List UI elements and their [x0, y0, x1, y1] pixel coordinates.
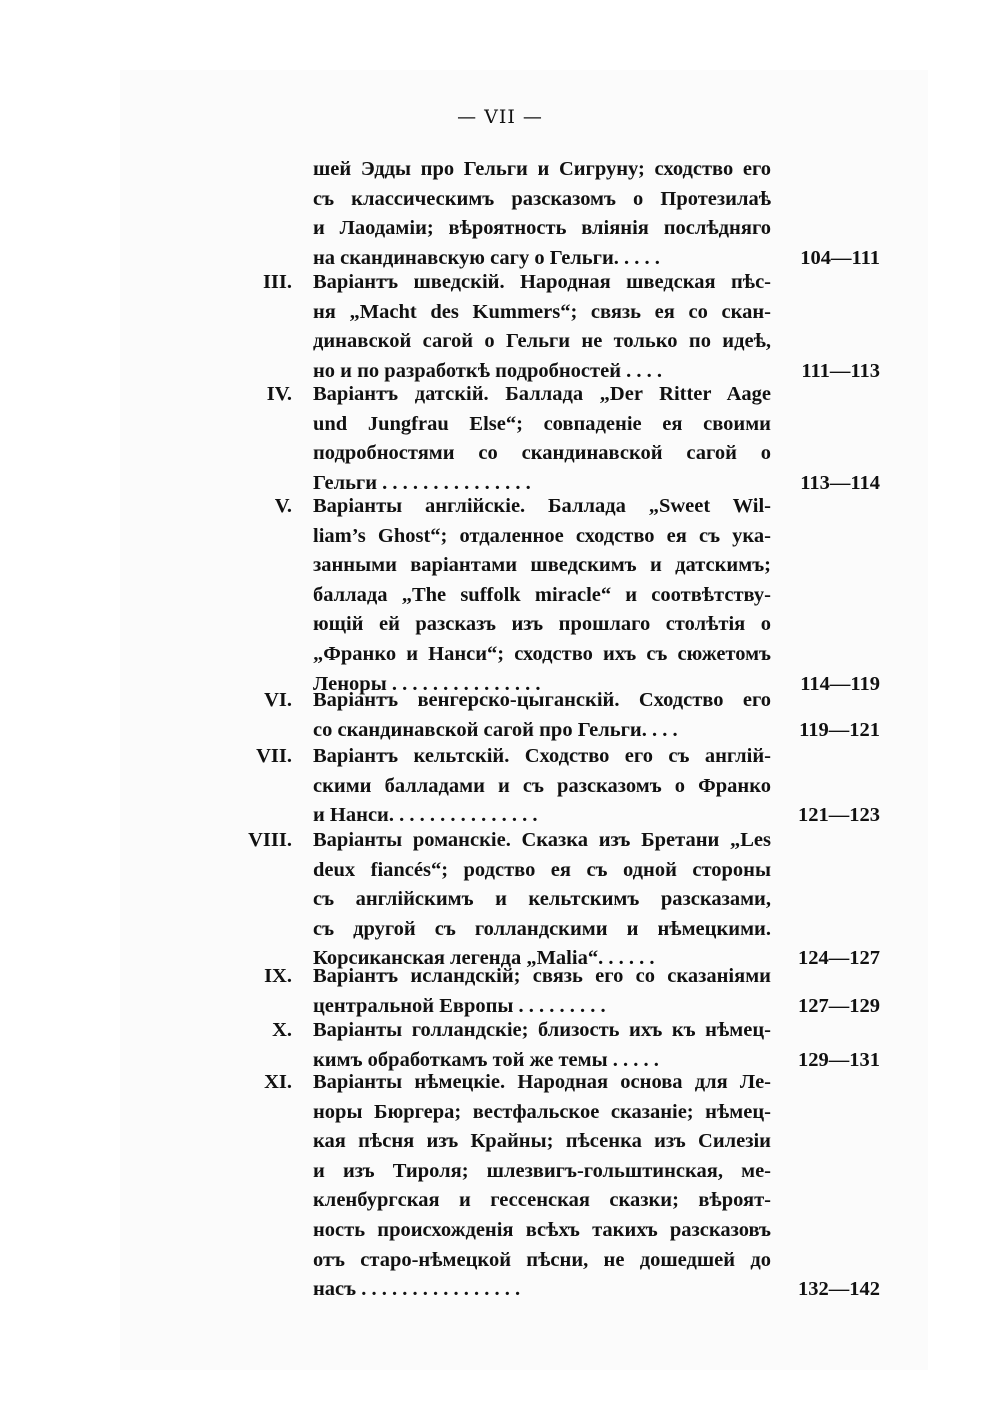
toc-entry: [230, 380, 890, 498]
entry-text: ня „Macht des Kummers“; связь ея со скан-: [313, 300, 771, 323]
entry-line: [230, 327, 890, 357]
toc-entry: [230, 742, 890, 831]
toc-entry: [230, 268, 890, 386]
entry-line: [230, 716, 890, 746]
entry-line: [230, 1068, 890, 1098]
entry-text: съ классическимъ разсказомъ о Протезилаѣ: [313, 187, 771, 210]
entry-line: [230, 380, 890, 410]
entry-text: Варіанты англійскіе. Баллада „Sweet Wil-: [313, 495, 771, 517]
page-range: 121—123: [798, 804, 880, 827]
section-number: VIII.: [248, 829, 292, 851]
page-range: 127—129: [798, 994, 880, 1017]
section-number: IV.: [266, 383, 292, 405]
entry-text: центральной Европы . . . . . . . . .: [313, 994, 606, 1017]
toc-entry: [230, 962, 890, 1021]
entry-text: ность происхожденія всѣхъ такихъ разсказовъ: [313, 1218, 771, 1241]
toc-entry: [230, 686, 890, 745]
entry-text: Варіантъ исландскій; связь его со сказаніями: [313, 965, 771, 987]
entry-text: отъ старо-нѣмецкой пѣсни, не дошедшей до: [313, 1248, 771, 1271]
page-range: 119—121: [799, 718, 880, 741]
toc-entry: [230, 826, 890, 974]
page-header: — VII —: [457, 106, 543, 128]
page-range: 111—113: [801, 359, 880, 382]
entry-line: [230, 962, 890, 992]
entry-text: со скандинавской сагой про Гельги. . . .: [313, 718, 678, 741]
entry-line: [230, 640, 890, 670]
section-number: IX.: [264, 965, 292, 987]
entry-text: кимъ обработкамъ той же темы . . . . .: [313, 1048, 659, 1071]
section-number: III.: [262, 271, 292, 293]
entry-line: [230, 1216, 890, 1246]
entry-text: liam’s Ghost“; отдаленное сходство ея съ ука-: [313, 524, 771, 547]
entry-text: Варіантъ кельтскій. Сходство его съ англій-: [313, 745, 771, 767]
page-range: 113—114: [800, 471, 880, 494]
toc-entry: [230, 1068, 890, 1305]
section-number: X.: [272, 1019, 292, 1041]
entry-text: съ другой съ голландскими и нѣмецкими.: [313, 917, 771, 940]
entry-line: [230, 1275, 890, 1305]
entry-text: Варіанты нѣмецкіе. Народная основа для Ле-: [313, 1071, 771, 1093]
entry-text: Варіантъ датскій. Баллада „Der Ritter Aage: [313, 383, 771, 405]
entry-line: [230, 1157, 890, 1187]
entry-line: [230, 856, 890, 886]
entry-text: динавской сагой о Гельги не только по идеѣ,: [313, 330, 771, 353]
entry-line: [230, 551, 890, 581]
entry-line: [230, 772, 890, 802]
entry-line: [230, 885, 890, 915]
entry-text: ющій ей разсказъ изъ прошлаго столѣтія о: [313, 613, 771, 636]
entry-line: [230, 826, 890, 856]
entry-line: [230, 610, 890, 640]
entry-line: [230, 522, 890, 552]
section-number: VII.: [256, 745, 292, 767]
entry-text: насъ . . . . . . . . . . . . . . . .: [313, 1278, 521, 1301]
entry-text: норы Бюргера; вестфальское сказаніе; нѣмец-: [313, 1100, 771, 1123]
entry-line: [230, 1246, 890, 1276]
entry-line: [230, 1016, 890, 1046]
entry-line: [230, 439, 890, 469]
entry-line: [230, 686, 890, 716]
entry-text: Варіантъ венгерско-цыганскій. Сходство его: [313, 689, 771, 711]
toc-entry: [230, 492, 890, 699]
entry-text: Гельги . . . . . . . . . . . . . . .: [313, 471, 531, 494]
entry-line: [230, 915, 890, 945]
entry-text: кая пѣсня изъ Крайны; пѣсенка изъ Силезіи: [313, 1130, 771, 1153]
entry-text: Леноры . . . . . . . . . . . . . . .: [313, 672, 541, 695]
entry-line: [230, 742, 890, 772]
entry-text: und Jungfrau Else“; совпаденіе ея своими: [313, 412, 771, 435]
entry-text: и изъ Тироля; шлезвигъ-гольштинская, ме-: [313, 1159, 771, 1182]
page-range: 124—127: [798, 947, 880, 970]
entry-text: и Нанси. . . . . . . . . . . . . . .: [313, 804, 538, 827]
entry-line: [230, 185, 890, 215]
entry-line: [230, 214, 890, 244]
entry-text: „Франко и Нанси“; сходство ихъ съ сюжетомъ: [313, 642, 771, 665]
entry-text: Варіантъ шведскій. Народная шведская пѣс-: [313, 271, 771, 293]
entry-line: [230, 1127, 890, 1157]
entry-line: [230, 155, 890, 185]
entry-text: Корсиканская легенда „Malia“. . . . . .: [313, 947, 655, 970]
page-range: 114—119: [800, 672, 880, 695]
entry-line: [230, 268, 890, 298]
section-number: VI.: [264, 689, 292, 711]
section-number: XI.: [264, 1071, 292, 1093]
entry-line: [230, 298, 890, 328]
entry-text: шей Эдды про Гельги и Сигруну; сходство его: [313, 158, 771, 180]
entry-text: Варіанты романскіе. Сказка изъ Бретани „Les: [313, 829, 771, 851]
section-number: V.: [274, 495, 292, 517]
entry-text: на скандинавскую сагу о Гельги. . . . .: [313, 246, 660, 269]
entry-line: [230, 581, 890, 611]
entry-text: deux fiancés“; родство ея съ одной стороны: [313, 858, 771, 881]
entry-text: подробностями со скандинавской сагой о: [313, 442, 771, 465]
entry-text: съ англійскимъ и кельтскимъ разсказами,: [313, 888, 771, 911]
entry-line: [230, 1186, 890, 1216]
entry-text: скими балладами и съ разсказомъ о Франко: [313, 774, 771, 797]
entry-text: баллада „The suffolk miracle“ и соотвѣтству-: [313, 583, 771, 606]
page-range: 104—111: [800, 246, 880, 269]
entry-text: и Лаодаміи; вѣроятность вліянія послѣдняго: [313, 217, 771, 240]
entry-line: [230, 1098, 890, 1128]
entry-text: Варіанты голландскіе; близость ихъ къ нѣмец-: [313, 1019, 771, 1041]
entry-line: [230, 410, 890, 440]
page-range: 129—131: [798, 1048, 880, 1071]
entry-text: кленбургская и гессенская сказки; вѣроят-: [313, 1189, 771, 1212]
page-range: 132—142: [798, 1278, 880, 1301]
entry-text: но и по разработкѣ подробностей . . . .: [313, 359, 663, 382]
entry-line: [230, 492, 890, 522]
entry-text: занными варіантами шведскимъ и датскимъ;: [313, 554, 771, 577]
toc-entry: [230, 155, 890, 273]
toc-entry: [230, 1016, 890, 1075]
